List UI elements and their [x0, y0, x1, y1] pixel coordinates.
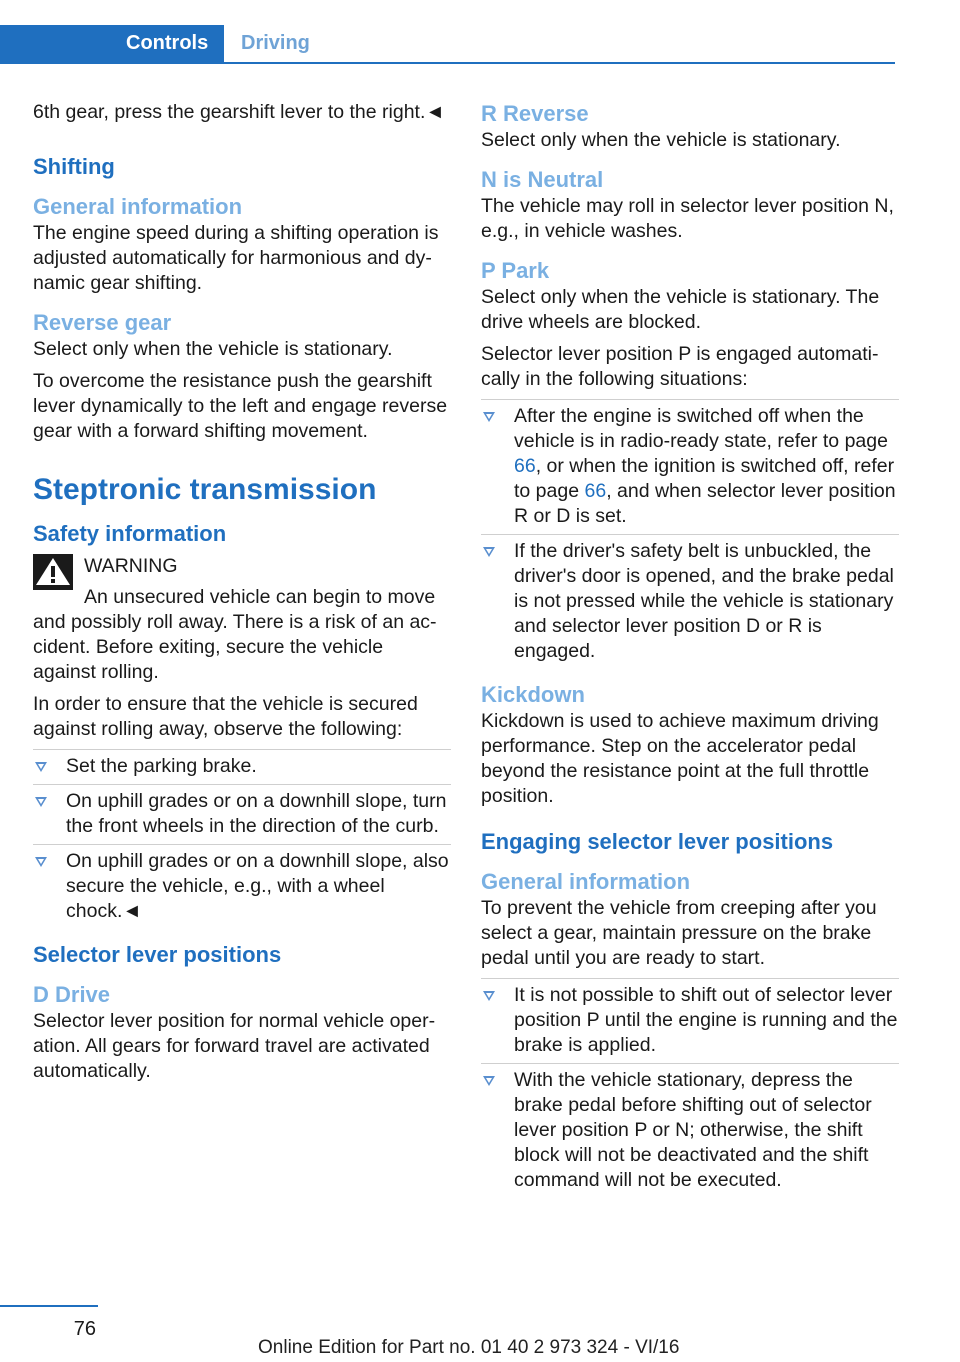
safety-list: [33, 749, 451, 929]
heading-r-reverse: R Reverse: [481, 101, 589, 126]
list-item: On uphill grades or on a downhill slope, also secure the vehicle, e.g., with a wheel chock.◄: [33, 845, 451, 929]
triangle-bullet-icon: [483, 991, 495, 1001]
left-column: [33, 100, 451, 1091]
heading-p-park: P Park: [481, 258, 550, 283]
tab-controls-label: Controls: [126, 32, 209, 54]
heading-steptronic: Steptronic transmission: [33, 473, 377, 506]
heading-kickdown: Kickdown: [481, 682, 585, 707]
right-column: [481, 100, 899, 1198]
heading-safety-information: Safety information: [33, 521, 227, 546]
warning-triangle-icon: [33, 554, 73, 590]
page-link[interactable]: 66: [584, 480, 607, 502]
warning-block: [33, 554, 451, 685]
d-drive-paragraph: Selector lever position for normal vehicle operation. All gears for forward travel are activated automatically.: [33, 1010, 436, 1082]
heading-general-information: General information: [33, 194, 243, 219]
heading-selector-lever-positions: Selector lever positions: [33, 942, 282, 967]
heading-d-drive: D Drive: [33, 982, 111, 1007]
p-park-paragraph-1: Select only when the vehicle is stationary. The drive wheels are blocked.: [481, 286, 880, 333]
header-tabs: [0, 25, 895, 64]
ensure-paragraph: In order to ensure that the vehicle is secured against rolling away, observe the following:: [33, 693, 418, 740]
kickdown-paragraph: Kickdown is used to achieve maximum driving performance. Step on the accelerator pedal beyond the resistance point at the full throttle position.: [481, 710, 879, 807]
general-paragraph-right: To prevent the vehicle from creeping after you select a gear, maintain pressure on the brake pedal until you are ready to start.: [481, 897, 877, 969]
heading-engaging-selector-lever-positions: Engaging selector lever positions: [481, 829, 834, 854]
tab-driving-label: Driving: [241, 32, 310, 54]
n-neutral-paragraph: The vehicle may roll in selector lever position N, e.g., in vehicle washes.: [481, 195, 894, 242]
footer-rule: [0, 1305, 98, 1307]
tab-controls[interactable]: [0, 25, 224, 62]
general-paragraph: The engine speed during a shifting operation is adjusted automatically for harmonious and dynamic gear shifting.: [33, 222, 439, 294]
list-item: After the engine is switched off when the vehicle is in radio-ready state, refer to page 66, or when the ignition is switched off, refer to page 66, and when selector lever position R or D is set.: [481, 400, 899, 535]
heading-reverse-gear: Reverse gear: [33, 310, 172, 335]
heading-shifting: Shifting: [33, 154, 115, 179]
triangle-bullet-icon: [483, 547, 495, 557]
list-item: It is not possible to shift out of selector lever position P until the engine is running and the brake is applied.: [481, 979, 899, 1064]
reverse-paragraph-2: To overcome the resistance push the gearshift lever dynamically to the left and engage reverse gear with a forward shifting movement.: [33, 370, 448, 442]
triangle-bullet-icon: [483, 412, 495, 422]
page-link[interactable]: 66: [514, 455, 536, 477]
warning-title: WARNING: [84, 555, 178, 577]
list-item: If the driver's safety belt is unbuckled, the driver's door is opened, and the brake pedal is not pressed while the vehicle is stationary and selector lever position D or R is engaged.: [481, 535, 899, 669]
intro-paragraph: 6th gear, press the gearshift lever to the right.◄: [33, 101, 445, 123]
triangle-bullet-icon: [483, 1076, 495, 1086]
heading-general-information-right: General information: [481, 869, 691, 894]
page-number: 76: [73, 1318, 96, 1340]
triangle-bullet-icon: [35, 857, 47, 867]
footer-edition: Online Edition for Part no. 01 40 2 973 324 - VI/16: [258, 1337, 680, 1358]
p-park-paragraph-2: Selector lever position P is engaged automatically in the following situations:: [481, 343, 879, 390]
triangle-bullet-icon: [35, 797, 47, 807]
warning-text: An unsecured vehicle can begin to move and possibly roll away. There is a risk of an accident. Before exiting, secure the vehicle against rolling.: [33, 586, 437, 683]
triangle-bullet-icon: [35, 762, 47, 772]
r-reverse-paragraph: Select only when the vehicle is stationary.: [481, 129, 841, 151]
tab-driving[interactable]: [224, 25, 344, 62]
engaging-list: [481, 978, 899, 1198]
heading-n-neutral: N is Neutral: [481, 167, 604, 192]
list-item: Set the parking brake.: [33, 750, 451, 785]
list-item: With the vehicle stationary, depress the brake pedal before shifting out of selector lever position P or N; otherwise, the shift block will not be deactivated and the shift command will not be executed.: [481, 1064, 899, 1198]
reverse-paragraph-1: Select only when the vehicle is stationary.: [33, 338, 393, 360]
park-list: [481, 399, 899, 669]
list-item: On uphill grades or on a downhill slope, turn the front wheels in the direction of the curb.: [33, 785, 451, 845]
